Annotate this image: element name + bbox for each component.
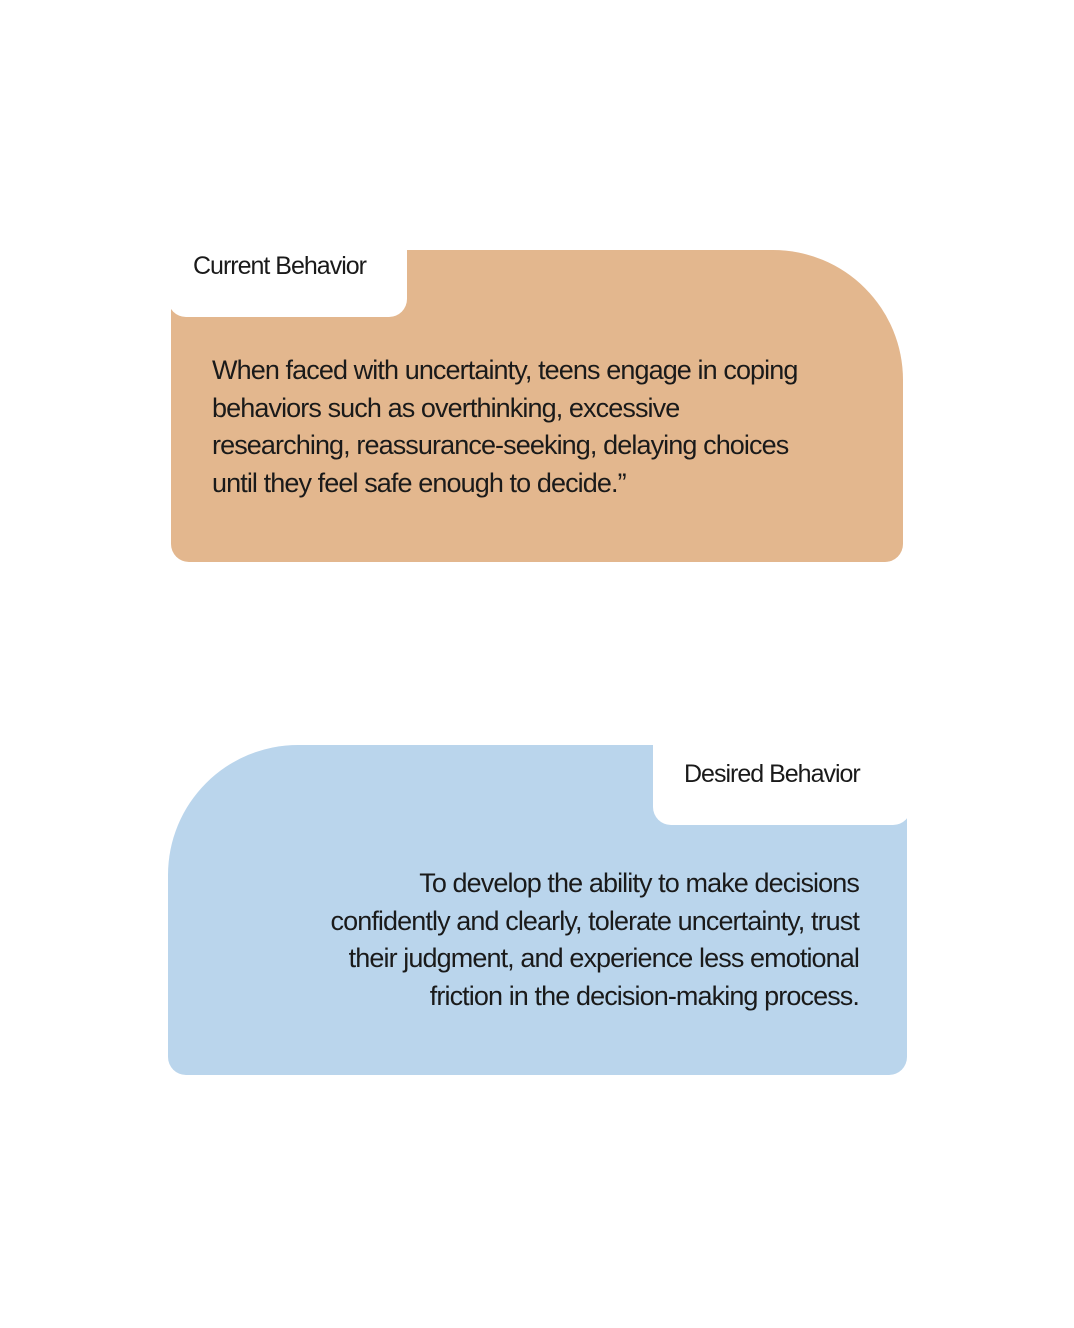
current-behavior-line: until they feel safe enough to decide.” — [212, 467, 626, 498]
desired-behavior-line: their judgment, and experience less emotional — [348, 943, 859, 973]
current-behavior-label: Current Behavior — [193, 252, 366, 280]
desired-behavior-label: Desired Behavior — [684, 760, 860, 788]
desired-behavior-line: To develop the ability to make decisions — [419, 868, 859, 898]
current-behavior-line: researching, reassurance-seeking, delaying choices — [212, 430, 789, 460]
desired-behavior-line: confidently and clearly, tolerate uncertainty, trust — [330, 905, 859, 936]
desired-behavior-tab — [653, 740, 911, 825]
current-behavior-line: When faced with uncertainty, teens engage in coping — [212, 355, 798, 385]
current-behavior-tab — [168, 244, 407, 317]
current-behavior-line: behaviors such as overthinking, excessive — [212, 392, 680, 423]
current-behavior-text — [212, 352, 882, 502]
desired-behavior-text — [200, 865, 859, 1015]
desired-behavior-line: friction in the decision-making process. — [429, 980, 859, 1011]
